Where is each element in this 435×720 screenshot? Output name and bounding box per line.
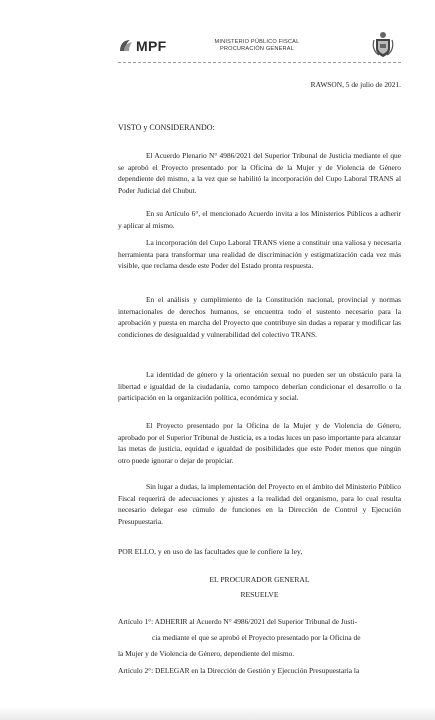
paragraph-4: En el análisis y cumplimiento de la Constitución nacional, provincial y normas internacionales de derechos humanos, se encuentra todo el sustento necesario para la aprobación y puesta en marcha del Proyecto que contribuye sin dudas a reparar y modificar las condiciones de desigualdad y vulnerabilidad del colectivo TRANS. [118, 295, 401, 339]
paragraph-5: La identidad de género y la orientación sexual no pueden ser un obstáculo para la libertad e igualdad de la ciudadanía, como tampoco deberían condicionar el desarrollo o la participación en la organización política, económica y social. [118, 370, 401, 402]
article-1-line-1: Artículo 1°: ADHERIR al Acuerdo N° 4986/2021 del Superior Tribunal de Justi- [118, 617, 357, 626]
paragraph-2: En su Artículo 6°, el mencionado Acuerdo invita a los Ministerios Públicos a adherir y aplicar al mismo. [118, 209, 401, 230]
mpf-logo [118, 36, 166, 56]
paragraph-1: El Acuerdo Plenario N° 4986/2021 del Superior Tribunal de Justicia mediante el que se aprobó el Proyecto presentado por la Oficina de la Mujer y de Violencia de Género dependiente del mismo, a la vez que se habilitó la incorporación del Cupo Laboral TRANS al Poder Judicial del Chubut. [118, 151, 401, 195]
date-line: RAWSON, 5 de julio de 2021. [310, 80, 401, 89]
article-1-line-2: cia mediante el que se aprobó el Proyecto presentado por la Oficina de [152, 633, 361, 642]
paragraph-6: El Proyecto presentado por la Oficina de la Mujer y de Violencia de Género, aprobado por el Superior Tribunal de Justicia, es a todas luces un paso importante para alcanzar las metas de justicia, equidad e igualdad de posibilidades que este Poder menos que ningún otro puede ignorar o dejar de propiciar. [118, 421, 401, 465]
org-line-2: PROCURACIÓN GENERAL [219, 46, 295, 52]
paragraph-3: La incorporación del Cupo Laboral TRANS viene a constituir una valiosa y necesaria herramienta para transformar una realidad de discriminación y estigmatización cada vez más visible, que reclama desde este Poder del Estado pronta respuesta. [118, 238, 401, 270]
organization-name [205, 39, 309, 53]
por-ello-line: POR ELLO, y en uso de las facultades que le confiere la ley, [118, 547, 303, 556]
logo-text: MPF [136, 38, 167, 54]
paragraph-7: Sin lugar a dudas, la implementación del Proyecto en el ámbito del Ministerio Público Fiscal requerirá de adecuaciones y ajustes a la realidad del organismo, para lo cual resulta necesario delegar ese cúmulo de funciones en la Dirección de Control y Ejecución Presupuestaria. [118, 482, 401, 526]
procurador-heading: EL PROCURADOR GENERAL [209, 575, 310, 584]
visto-heading: VISTO y CONSIDERANDO: [118, 123, 215, 132]
page-bottom-edge [0, 706, 435, 720]
article-1-line-3: la Mujer y de Violencia de Género, dependiente del mismo. [118, 649, 295, 658]
province-crest-icon [372, 30, 394, 58]
header-divider [118, 62, 401, 63]
article-2-line-1: Artículo 2°: DELEGAR en la Dirección de Gestión y Ejecución Presupuestaria la [118, 666, 360, 675]
resuelve-heading: RESUELVE [240, 590, 279, 599]
org-line-1: MINISTERIO PÚBLICO FISCAL [214, 39, 300, 45]
mpf-logo-mark-icon [118, 38, 134, 54]
